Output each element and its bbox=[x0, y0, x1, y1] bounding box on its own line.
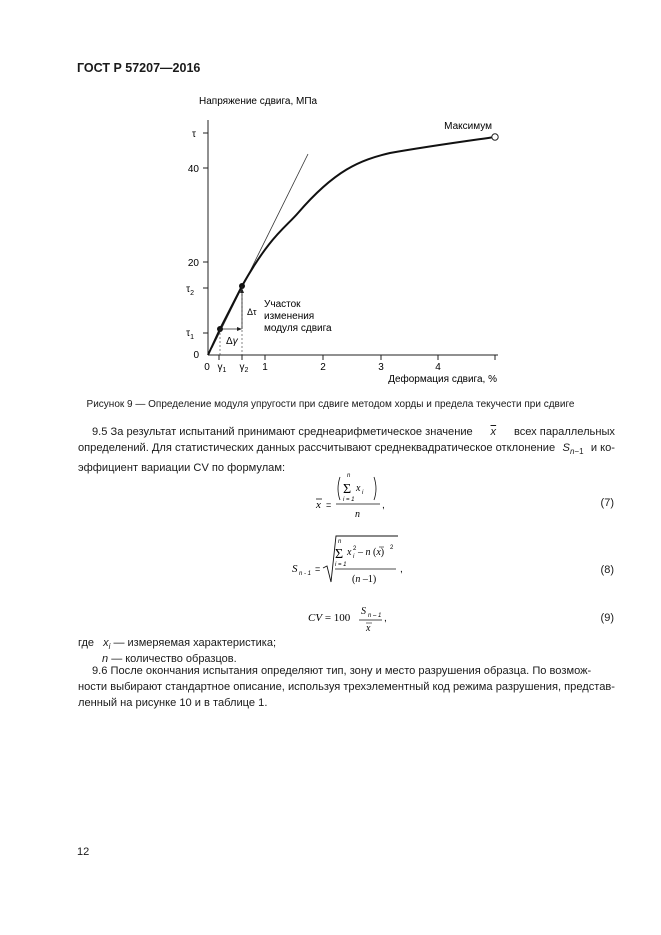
x-tick-2: 2 bbox=[320, 362, 326, 373]
svg-text:=: = bbox=[326, 500, 332, 510]
where-intro: где bbox=[78, 637, 95, 649]
para-9-5-line-2b: и ко- bbox=[590, 442, 615, 454]
para-9-6-line-2: ности выбирают стандартное описание, используя трехэлементный код режима разрушения, представ- bbox=[78, 681, 615, 693]
document-header: ГОСТ Р 57207—2016 bbox=[77, 61, 201, 75]
svg-text:2: 2 bbox=[390, 545, 394, 551]
svg-text:n: n bbox=[347, 473, 351, 479]
svg-text:n – 1: n – 1 bbox=[368, 613, 382, 619]
delta-tau-label: Δτ bbox=[247, 307, 257, 317]
formula-7-number: (7) bbox=[600, 497, 614, 509]
svg-text:S: S bbox=[361, 606, 366, 617]
para-9-5-line-3: эффициент вариации CV по формулам: bbox=[78, 462, 286, 475]
x-tick-gamma2: $\gamma_2$ bbox=[239, 362, 249, 374]
annotation-line-3: модуля сдвига bbox=[264, 323, 332, 334]
svg-text:n: n bbox=[338, 539, 342, 545]
y-tick-0: 0 bbox=[193, 350, 199, 361]
where-line-n: n — количество образцов. bbox=[102, 653, 237, 666]
where-n-desc: — количество образцов. bbox=[111, 653, 237, 666]
formula-9 bbox=[306, 600, 406, 636]
y-tick-tau1: $\tau_1$ bbox=[186, 328, 194, 341]
para-9-5-line-1a: 9.5 За результат испытаний принимают среднеарифметическое значение bbox=[92, 426, 473, 438]
page-number: 12 bbox=[77, 846, 90, 858]
svg-text:x: x bbox=[316, 499, 321, 511]
formula-8-number: (8) bbox=[600, 564, 614, 576]
svg-text:x: x bbox=[356, 483, 361, 494]
svg-text:Σ: Σ bbox=[343, 482, 352, 497]
x-tick-1: 1 bbox=[262, 362, 268, 373]
y-tick-tau2: $\tau_2$ bbox=[186, 284, 194, 297]
svg-text:2: 2 bbox=[353, 546, 357, 552]
where-block bbox=[78, 637, 276, 666]
max-point bbox=[492, 134, 498, 140]
delta-gamma-label: Δγ bbox=[226, 336, 238, 347]
formula-9-number: (9) bbox=[600, 612, 614, 624]
svg-text:n - 1: n - 1 bbox=[299, 571, 312, 577]
para-9-6-line-1: 9.6 После окончания испытания определяют тип, зону и место разрушения образца. По возмож- bbox=[92, 665, 592, 677]
para-9-6-line-3: ленный на рисунке 10 и в таблице 1. bbox=[78, 697, 268, 709]
svg-text:i = 1: i = 1 bbox=[343, 497, 355, 503]
stress-strain-figure bbox=[150, 88, 510, 388]
svg-text:x: x bbox=[366, 623, 371, 634]
x-ticks bbox=[204, 355, 495, 374]
y-tick-20: 20 bbox=[187, 258, 199, 269]
annotation-line-2: изменения bbox=[264, 311, 315, 322]
svg-text:i: i bbox=[353, 554, 355, 560]
y-ticks bbox=[186, 129, 208, 361]
y-axis-label: Напряжение сдвига, МПа bbox=[199, 96, 318, 107]
para-9-5-line-1b: всех параллельных bbox=[513, 426, 615, 438]
svg-text:x: x bbox=[347, 547, 352, 558]
y-tick-tau: τ bbox=[192, 129, 196, 140]
svg-text:CV = 100: CV = 100 bbox=[308, 612, 351, 624]
formula-8 bbox=[290, 530, 410, 590]
y-tick-40: 40 bbox=[187, 164, 199, 175]
svg-text:(n –1): (n –1) bbox=[352, 574, 377, 585]
x-tick-0: 0 bbox=[204, 362, 210, 373]
svg-text:Σ: Σ bbox=[335, 547, 344, 562]
annotation-line-1: Участок bbox=[264, 299, 301, 310]
svg-text:n: n bbox=[355, 509, 360, 520]
para-9-5-line-2 bbox=[78, 440, 615, 460]
paragraph-9-6 bbox=[78, 663, 615, 711]
x-axis-label: Деформация сдвига, % bbox=[388, 374, 497, 385]
para-9-5-line-1 bbox=[78, 424, 615, 440]
svg-text:,: , bbox=[400, 564, 403, 575]
paragraph-9-5 bbox=[78, 424, 615, 476]
svg-text:– n (x): – n (x) bbox=[358, 547, 385, 558]
svg-text:S: S bbox=[292, 563, 298, 575]
figure-caption: Рисунок 9 — Определение модуля упругости при сдвиге методом хорды и предела текучести при сдвиге bbox=[86, 399, 575, 410]
para-9-5-line-2a: определений. Для статистических данных рассчитывают среднеквадратическое отклонение bbox=[78, 442, 556, 454]
max-label: Максимум bbox=[444, 121, 492, 132]
svg-text:i = 1: i = 1 bbox=[335, 562, 347, 568]
svg-text:i: i bbox=[362, 490, 364, 496]
svg-text:=: = bbox=[315, 564, 321, 574]
x-tick-gamma1: $\gamma_1$ bbox=[217, 362, 227, 374]
formula-7 bbox=[300, 470, 390, 522]
x-tick-3: 3 bbox=[378, 362, 384, 373]
svg-text:,: , bbox=[382, 500, 385, 511]
x-tick-4: 4 bbox=[435, 362, 441, 373]
x-bar-symbol: $\overline{x}$ bbox=[490, 426, 497, 438]
s-n-1-symbol: $S_{n-1}$ bbox=[562, 442, 584, 457]
where-line-x: где $x_i$ — измеряемая характеристика; bbox=[78, 637, 277, 652]
stress-strain-curve bbox=[208, 137, 495, 355]
svg-text:,: , bbox=[384, 613, 387, 624]
where-x-desc: — измеряемая характеристика; bbox=[113, 637, 277, 649]
